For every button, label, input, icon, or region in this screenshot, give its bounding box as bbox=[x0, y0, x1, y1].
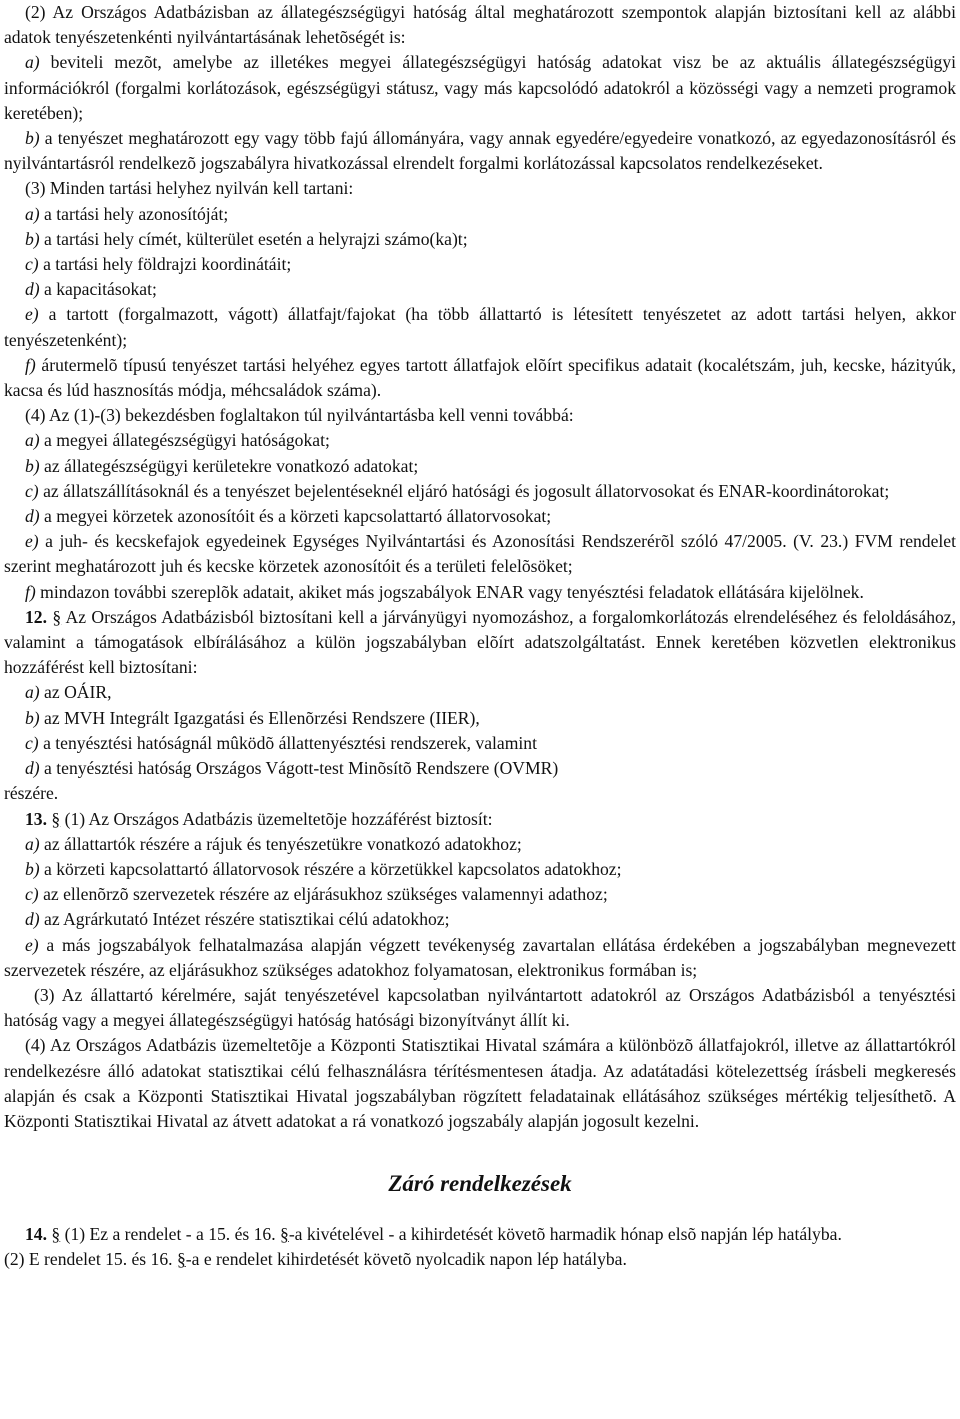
item-12d: d) a tenyésztési hatóság Országos Vágott-test Minõsítõ Rendszere (OVMR) bbox=[25, 758, 559, 779]
item-3d: d) a kapacitásokat; bbox=[25, 279, 157, 300]
item-4f: f) mindazon további szereplõk adatait, akiket más jogszabályok ENAR vagy tenyésztési feladatok ellátására kijelölnek. bbox=[25, 581, 864, 602]
item-3e: e) a tartott (forgalmazott, vágott) állatfajt/fajokat (ha több állattartó is létesített tenyészetet az adott tartási helyen, akkor tenyészetenként); bbox=[4, 304, 956, 350]
item-2a: a) beviteli mezõt, amelybe az illetékes megyei állategészségügyi hatóság adatokat visz be az aktuális állategészségügyi információkról (forgalmi korlátozások, egészségügyi státusz, vagy más kapcsolódó adatokról a közösségi vagy a nemzeti programok keretében); bbox=[4, 52, 956, 123]
item-label: b) bbox=[25, 128, 40, 149]
paragraph-4: (4) Az (1)-(3) bekezdésben foglaltakon túl nyilvántartásba kell venni továbbá: bbox=[25, 405, 574, 426]
item-12b: b) az MVH Integrált Igazgatási és Ellenõrzési Rendszere (IIER), bbox=[25, 707, 480, 728]
item-13e: e) a más jogszabályok felhatalmazása alapján végzett tevékenység zavartalan ellátása érdekében a jogszabályban megnevezett szervezetek részére, az eljárásukhoz szükséges adatokhoz folyamatosan, elektronikus formában is; bbox=[4, 934, 956, 980]
section-heading: Záró rendelkezések bbox=[388, 1171, 572, 1197]
paragraph-13-3: (3) Az állattartó kérelmére, saját tenyészetével kapcsolatban nyilvántartott adatokról az Országos Adatbázisból a tenyésztési hatóság vagy a megyei állategészségügyi hatóság hatósági bizonyítványt állít ki. bbox=[4, 984, 956, 1031]
item-12c: c) a tenyésztési hatóságnál mûködõ állattenyésztési rendszerek, valamint bbox=[25, 732, 537, 753]
item-label: a) bbox=[25, 52, 40, 73]
paragraph-3: (3) Minden tartási helyhez nyilván kell tartani: bbox=[25, 178, 354, 199]
item-4d: d) a megyei körzetek azonosítóit és a körzeti kapcsolattartó állatorvosokat; bbox=[25, 506, 552, 527]
item-3b: b) a tartási hely címét, külterület esetén a helyrajzi számo(ka)t; bbox=[25, 228, 468, 249]
item-13c: c) az ellenõrzõ szervezetek részére az eljárásukhoz szükséges valamennyi adathoz; bbox=[25, 884, 608, 905]
section-13: 13. § (1) Az Országos Adatbázis üzemeltetõje hozzáférést biztosít: bbox=[25, 808, 493, 829]
section-mark-link[interactable]: § bbox=[51, 1224, 61, 1245]
section-mark-link[interactable]: § bbox=[52, 606, 62, 627]
item-4c: c) az állatszállításoknál és a tenyészet bejelentéseknél eljáró hatósági és jogosult állatorvosokat és ENAR-koordinátorokat; bbox=[25, 480, 890, 501]
item-12a: a) az OÁIR, bbox=[25, 682, 112, 703]
item-4b: b) az állategészségügyi kerületekre vonatkozó adatokat; bbox=[25, 455, 419, 476]
section-mark-link[interactable]: § bbox=[280, 1224, 289, 1245]
section-number: 13. bbox=[25, 808, 47, 829]
item-4a: a) a megyei állategészségügyi hatóságokat; bbox=[25, 430, 330, 451]
section-mark-link[interactable]: § bbox=[51, 808, 61, 829]
section-number: 12. bbox=[25, 606, 47, 627]
section-12-end: részére. bbox=[4, 783, 59, 804]
item-13d: d) az Agrárkutató Intézet részére statisztikai célú adatokhoz; bbox=[25, 909, 450, 930]
item-4e: e) a juh- és kecskefajok egyedeinek Egységes Nyilvántartási és Azonosítási Rendszerérõl szóló 47/2005. (V. 23.) FVM rendelet szerint meghatározott juh és kecske körzetek azonosítóit és a területi felelõsöket; bbox=[4, 531, 956, 577]
document-page bbox=[4, 0, 956, 1273]
paragraph-14-2: (2) E rendelet 15. és 16. §-a e rendelet kihirdetését követõ nyolcadik napon lép hatályba. bbox=[4, 1249, 627, 1270]
section-mark-link[interactable]: § bbox=[176, 1249, 186, 1270]
item-2b: b) a tenyészet meghatározott egy vagy több fajú állományára, vagy annak egyedére/egyedeire vonatkozó, az egyedazonosításról és nyilvántartásról rendelkezõ jogszabályra hivatkozással elrendelt forgalmi korlátozással kapcsolatos rendelkezéseket. bbox=[4, 128, 956, 174]
item-13b: b) a körzeti kapcsolattartó állatorvosok részére a körzetükkel kapcsolatos adatokhoz; bbox=[25, 858, 622, 879]
item-3c: c) a tartási hely földrajzi koordinátáit; bbox=[25, 254, 292, 275]
paragraph-13-4: (4) Az Országos Adatbázis üzemeltetõje a Központi Statisztikai Hivatal számára a különbözõ állatfajokról, illetve az állattartókról rendelkezésre álló adatokat statisztikai célú felhasználásra térítésmentesen átadja. Az adatátadási kötelezettség írásbeli megkeresés alapján és csak a Központi Statisztikai Hivatal jogszabályban rögzített feladatainak ellátásához szükséges mértékig teljesíthetõ. A Központi Statisztikai Hivatal az átvett adatokat a rá vonatkozó jogszabály alapján jogosult kezelni. bbox=[4, 1035, 956, 1131]
paragraph-2: (2) Az Országos Adatbázisban az állategészségügyi hatóság által meghatározott szempontok alapján biztosítani kell az alábbi adatok tenyészetenkénti nyilvántartásának lehetõségét is: bbox=[4, 2, 956, 48]
section-12: 12. § Az Országos Adatbázisból biztosítani kell a járványügyi nyomozáshoz, a forgalomkorlátozás elrendeléséhez és feloldásához, valamint a támogatások elbírálásához a külön jogszabályban elõírt adatszolgáltatást. Ennek keretében közvetlen elektronikus hozzáférést kell biztosítani: bbox=[4, 606, 956, 678]
item-3f: f) árutermelõ típusú tenyészet tartási helyéhez egyes tartott állatfajok elõírt specifikus adatait (kocalétszám, juh, kecske, házityúk, kacsa és lúd hasznosítás módja, méhcsaládok száma). bbox=[4, 354, 956, 401]
section-14: 14. § (1) Ez a rendelet - a 15. és 16. §-a kivételével - a kihirdetését követõ harmadik hónap elsõ napján lép hatályba. bbox=[25, 1224, 842, 1245]
section-number: 14. bbox=[25, 1224, 47, 1245]
item-13a: a) az állattartók részére a rájuk és tenyészetükre vonatkozó adatokhoz; bbox=[25, 833, 522, 854]
item-3a: a) a tartási hely azonosítóját; bbox=[25, 203, 229, 224]
